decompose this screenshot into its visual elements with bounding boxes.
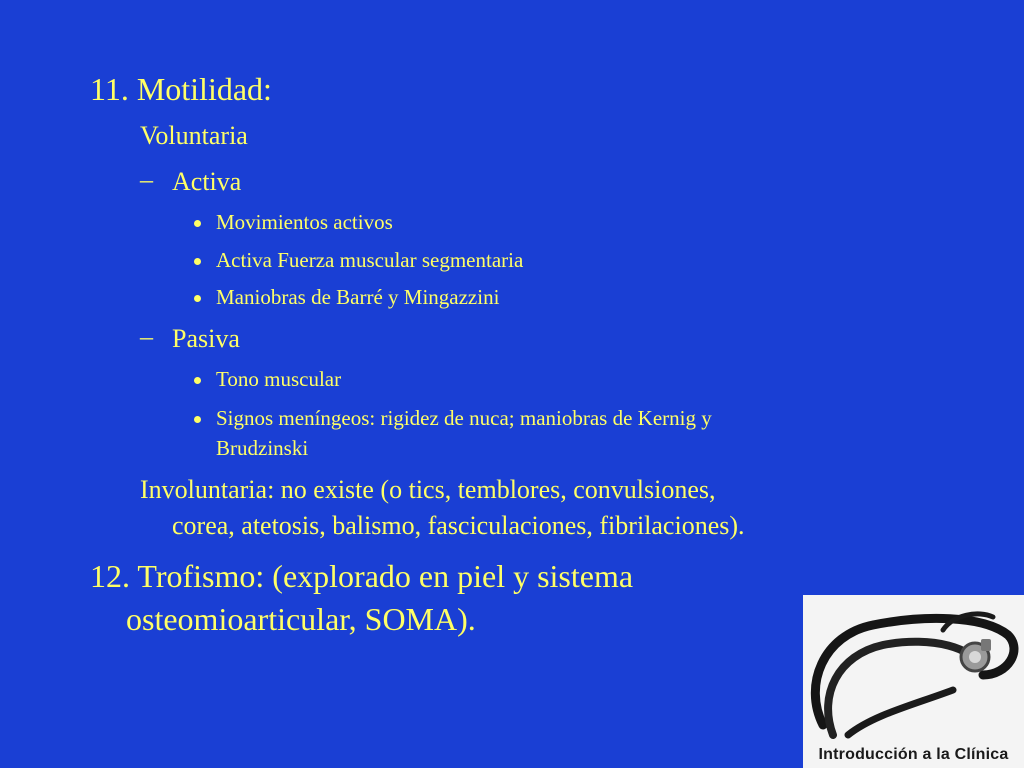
- logo: [803, 595, 1024, 768]
- list-item: Tono muscular: [216, 367, 342, 391]
- heading-motilidad: 11. Motilidad:: [90, 71, 272, 107]
- list-item: Movimientos activos: [216, 210, 393, 234]
- heading-trofismo-line1: 12. Trofismo: (explorado en piel y sistema: [90, 558, 634, 594]
- dot-bullet: [194, 295, 201, 302]
- list-item: Signos meníngeos: rigidez de nuca; maniobras de Kernig y: [216, 406, 712, 430]
- involuntaria-line2: corea, atetosis, balismo, fasciculaciones, fibrilaciones).: [172, 511, 745, 540]
- label-activa: Activa: [172, 167, 242, 196]
- label-pasiva: Pasiva: [172, 324, 240, 353]
- dot-bullet: [194, 258, 201, 265]
- dash-bullet: –: [140, 165, 153, 194]
- stethoscope-icon: [803, 595, 1024, 745]
- dot-bullet: [194, 377, 201, 384]
- involuntaria-line1: Involuntaria: no existe (o tics, temblores, convulsiones,: [140, 475, 716, 504]
- subheading-voluntaria: Voluntaria: [140, 121, 248, 150]
- dot-bullet: [194, 220, 201, 227]
- dot-bullet: [194, 416, 201, 423]
- heading-trofismo-line2: osteomioarticular, SOMA).: [126, 601, 476, 637]
- list-item: Maniobras de Barré y Mingazzini: [216, 285, 500, 309]
- list-item: Activa Fuerza muscular segmentaria: [216, 248, 524, 272]
- dash-bullet: –: [140, 322, 153, 351]
- logo-caption: Introducción a la Clínica: [818, 746, 1009, 763]
- list-item-continuation: Brudzinski: [216, 436, 309, 460]
